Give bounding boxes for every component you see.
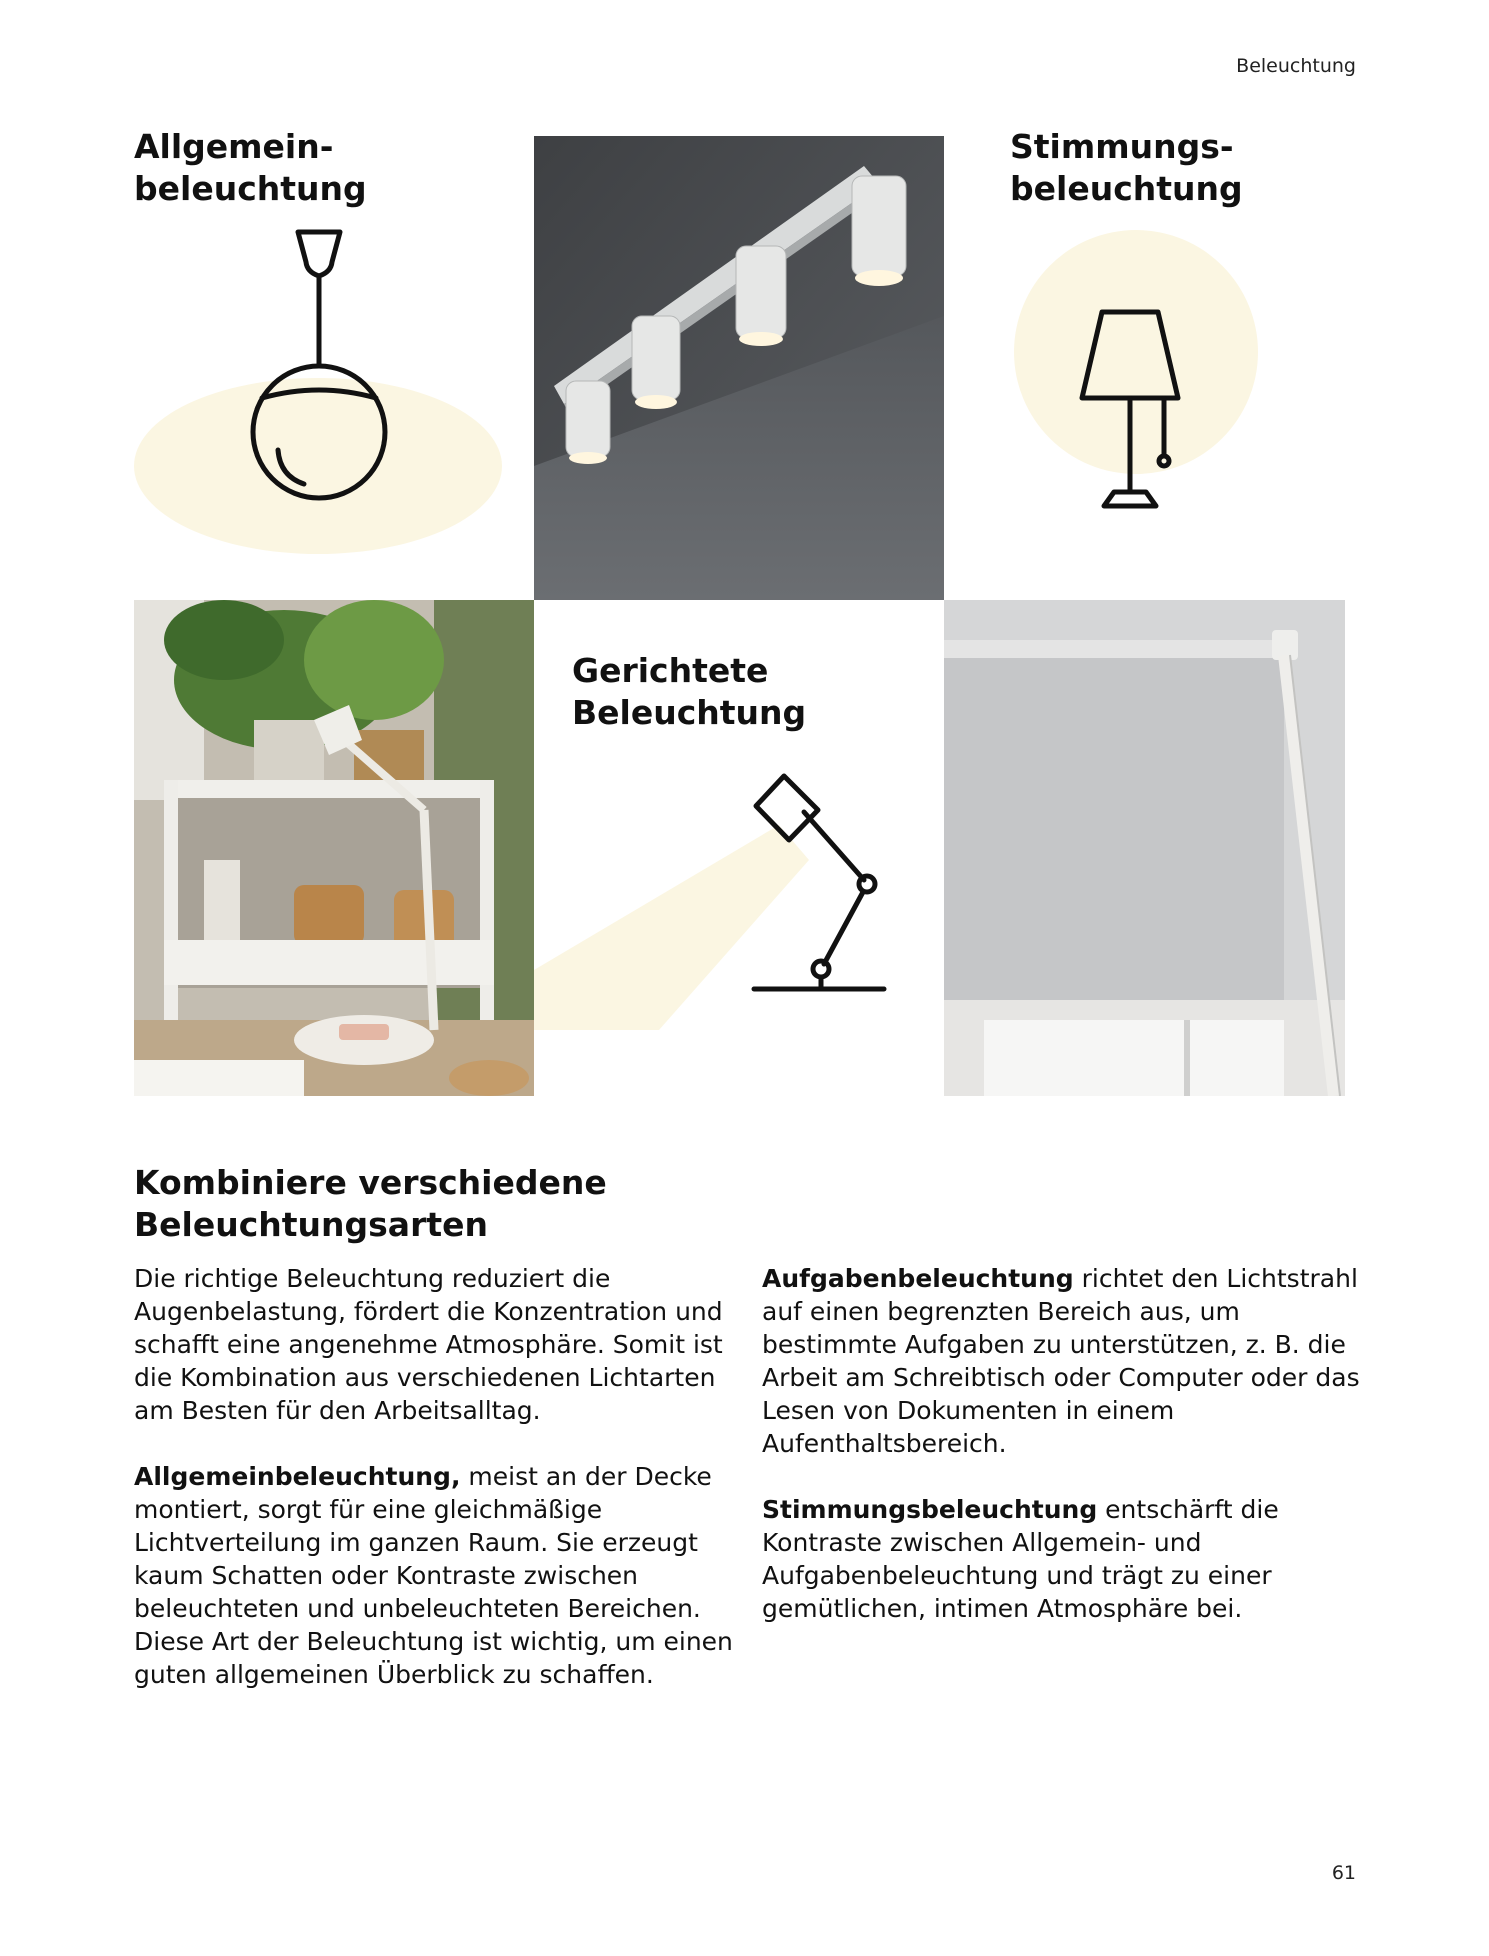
title-line: Beleuchtung [572,693,807,732]
title-line: beleuchtung [134,169,367,208]
text-column-right [762,1262,1362,1658]
task-lighting-term: Aufgabenbeleuchtung [762,1264,1074,1293]
mood-lighting-text: entschärft die Kontraste zwischen Allgemein- und Aufgabenbeleuchtung und trägt zu einer gemütlichen, intimen Atmosphäre bei. [762,1495,1279,1623]
roller-blind-photo [944,600,1345,1096]
intro-paragraph: Die richtige Beleuchtung reduziert die Augenbelastung, fördert die Konzentration und schafft eine angenehme Atmosphäre. Somit ist die Kombination aus verschiedenen Lichtarten am Besten für den Arbeitsalltag. [134,1264,723,1425]
title-line: Allgemein- [134,127,334,166]
heading-line: Beleuchtungsarten [134,1205,488,1244]
tile-general-lighting [134,120,534,600]
title-line: Stimmungs- [1010,127,1234,166]
section-heading [134,1162,694,1246]
tile-title-directed [572,650,806,734]
light-beam [534,825,809,1030]
tile-mood-lighting [1010,120,1355,600]
general-lighting-term: Allgemeinbeleuchtung, [134,1462,461,1491]
task-lighting-text: richtet den Lichtstrahl auf einen begrenzten Bereich aus, um bestimmte Aufgaben zu unterstützen, z. B. die Arbeit am Schreibtisch oder Computer oder das Lesen von Dokumenten in einem Aufenthaltsbereich. [762,1264,1360,1458]
mood-lighting-term: Stimmungsbeleuchtung [762,1495,1098,1524]
mood-lighting-paragraph [762,1493,1362,1625]
task-lighting-paragraph [762,1262,1362,1460]
heading-line: Kombiniere verschiedene [134,1163,607,1202]
title-line: beleuchtung [1010,169,1243,208]
tile-directed-lighting [534,600,944,1096]
light-glow [134,378,502,554]
title-line: Gerichtete [572,651,769,690]
general-lighting-text: meist an der Decke montiert, sorgt für eine gleichmäßige Lichtverteilung im ganzen Raum. Sie erzeugt kaum Schatten oder Kontraste zwischen beleuchteten und unbeleuchteten Bereichen. Diese Art der Beleuchtung ist wichtig, um einen guten allgemeinen Überblick zu schaffen. [134,1462,733,1689]
page-number: 61 [1331,1862,1356,1884]
section-label: Beleuchtung [1236,55,1356,77]
general-lighting-paragraph [134,1460,734,1691]
light-glow [1014,230,1258,474]
desk-shelf-photo [134,600,534,1096]
ceiling-spotlights-photo [534,136,944,600]
pendant-lamp-icon [134,120,534,600]
text-column-left [134,1262,734,1724]
table-lamp-icon [1010,120,1355,600]
